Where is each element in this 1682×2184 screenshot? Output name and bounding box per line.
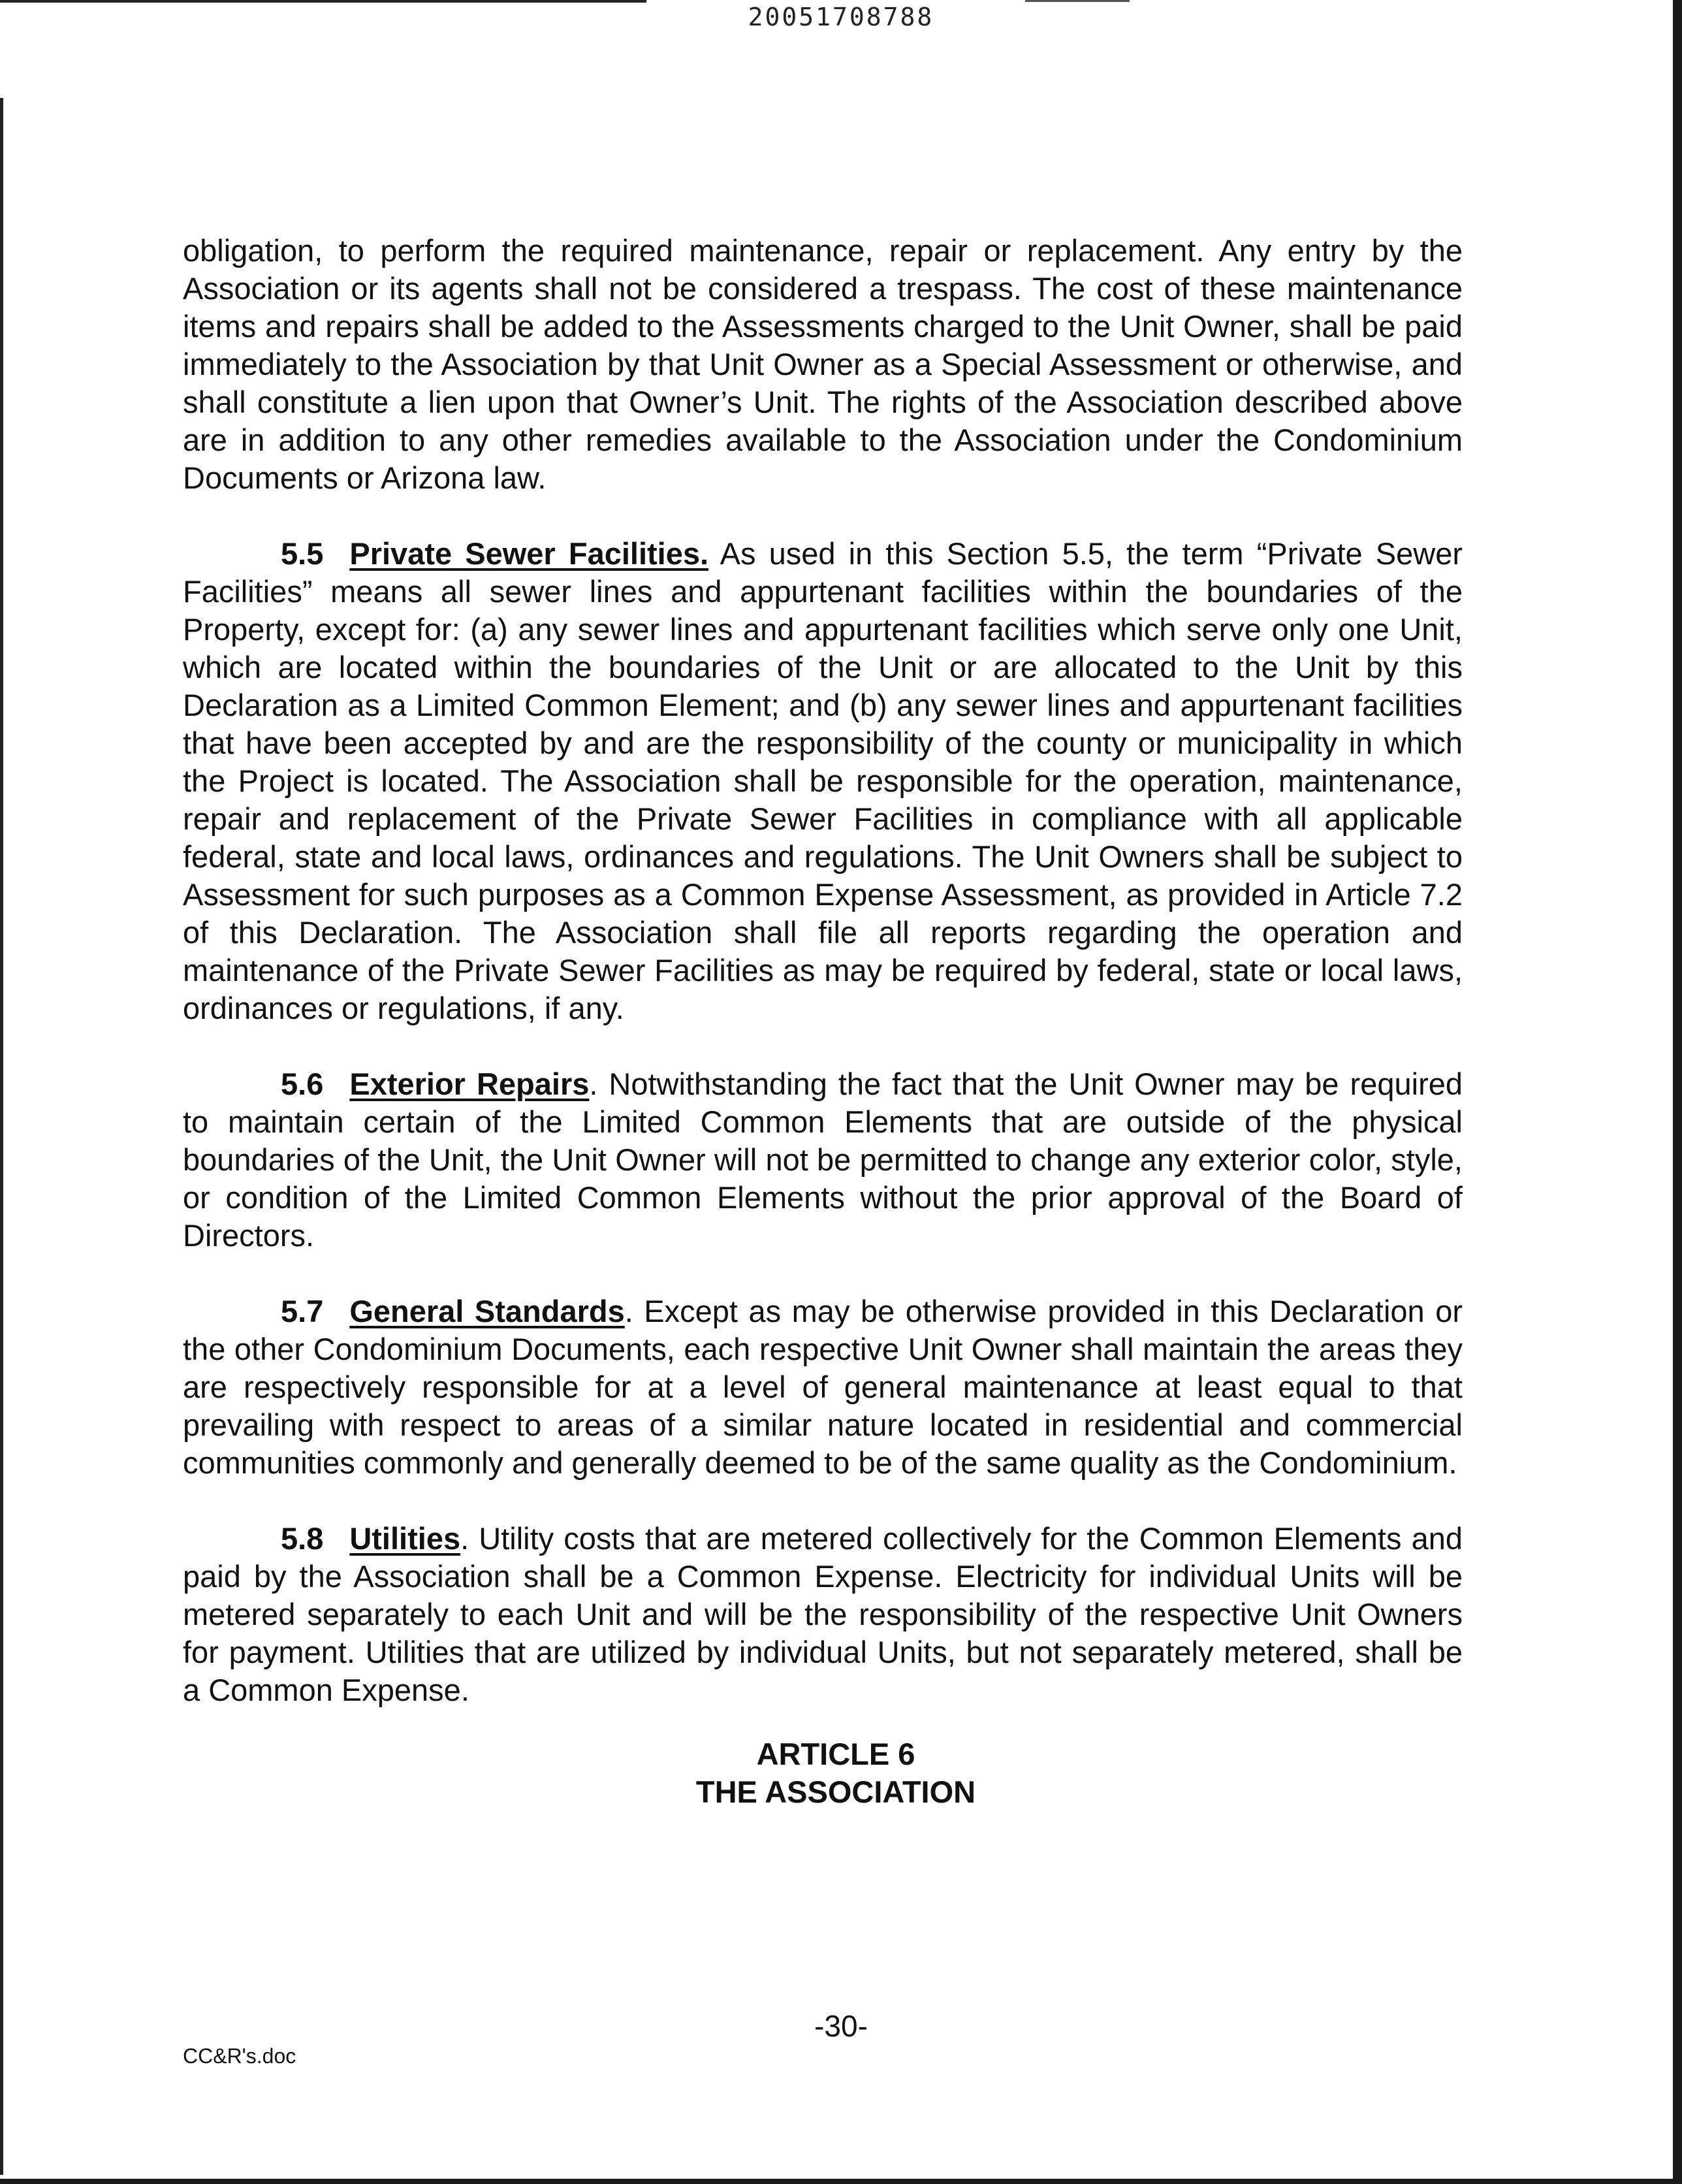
section-text: Except as may be otherwise provided in this Declaration or the other Condominium Documents, each respective Unit Owner shall maintain the areas they are respectively responsible for at a level of general maintenance at least equal to that prevailing with respect to areas of a similar nature located in residential and commercial communities commonly and generally deemed to be of the same quality as the Condominium.	[183, 1294, 1463, 1480]
section-number: 5.6	[281, 1067, 324, 1101]
section-title-punct: .	[460, 1521, 469, 1556]
footer-filename: CC&R's.doc	[183, 2044, 296, 2068]
section-number: 5.8	[281, 1521, 324, 1556]
section-5-5	[183, 535, 1463, 1027]
document-recording-number: 20051708788	[748, 3, 934, 31]
section-5-7	[183, 1293, 1463, 1482]
article-title: THE ASSOCIATION	[695, 1774, 976, 1809]
scan-left-border	[0, 98, 3, 2175]
scan-right-border	[1673, 0, 1682, 2184]
section-title-punct: .	[589, 1067, 598, 1101]
section-number: 5.7	[281, 1294, 324, 1328]
section-title: Private Sewer Facilities.	[349, 536, 709, 571]
section-text: As used in this Section 5.5, the term “Private Sewer Facilities” means all sewer lines and appurtenant facilities within the boundaries of the Property, except for: (a) any sewer lines and appurtenant facilities which serve only one Unit, which are located within the boundaries of the Unit or are allocated to the Unit by this Declaration as a Limited Common Element; and (b) any sewer lines and appurtenant facilities that have been accepted by and are the responsibility of the county or municipality in which the Project is located. The Association shall be responsible for the operation, maintenance, repair and replacement of the Private Sewer Facilities in compliance with all applicable federal, state and local laws, ordinances and regulations. The Unit Owners shall be subject to Assessment for such purposes as a Common Expense Assessment, as provided in Article 7.2 of this Declaration. The Association shall file all reports regarding the operation and maintenance of the Private Sewer Facilities as may be required by federal, state or local laws, ordinances or regulations, if any.	[183, 536, 1463, 1025]
section-title: General Standards	[349, 1294, 625, 1328]
page-number: -30-	[814, 2009, 868, 2043]
section-5-6	[183, 1065, 1463, 1255]
section-title: Utilities	[349, 1521, 461, 1556]
scan-top-rule-right	[1025, 0, 1130, 2]
section-text: Utility costs that are metered collectively for the Common Elements and paid by the Association shall be a Common Expense. Electricity for individual Units will be metered separately to each Unit and will be the responsibility of the respective Unit Owners for payment. Utilities that are utilized by individual Units, but not separately metered, shall be a Common Expense.	[183, 1521, 1463, 1707]
section-title: Exterior Repairs	[349, 1067, 590, 1101]
section-5-8	[183, 1520, 1463, 1709]
section-number: 5.5	[281, 536, 324, 571]
section-text: Notwithstanding the fact that the Unit Owner may be required to maintain certain of the Limited Common Elements that are outside of the physical boundaries of the Unit, the Unit Owner will not be permitted to change any exterior color, style, or condition of the Limited Common Elements without the prior approval of the Board of Directors.	[183, 1067, 1463, 1253]
section-title-punct: .	[624, 1294, 633, 1328]
page-body	[183, 232, 1463, 1811]
article-number: ARTICLE 6	[756, 1737, 915, 1771]
scan-bottom-border	[0, 2179, 1682, 2184]
intro-paragraph: obligation, to perform the required maintenance, repair or replacement. Any entry by the Association or its agents shall not be considered a trespass. The cost of these maintenance items and repairs shall be added to the Assessments charged to the Unit Owner, shall be paid immediately to the Association by that Unit Owner as a Special Assessment or otherwise, and shall constitute a lien upon that Owner’s Unit. The rights of the Association described above are in addition to any other remedies available to the Association under the Condominium Documents or Arizona law.	[183, 233, 1463, 495]
